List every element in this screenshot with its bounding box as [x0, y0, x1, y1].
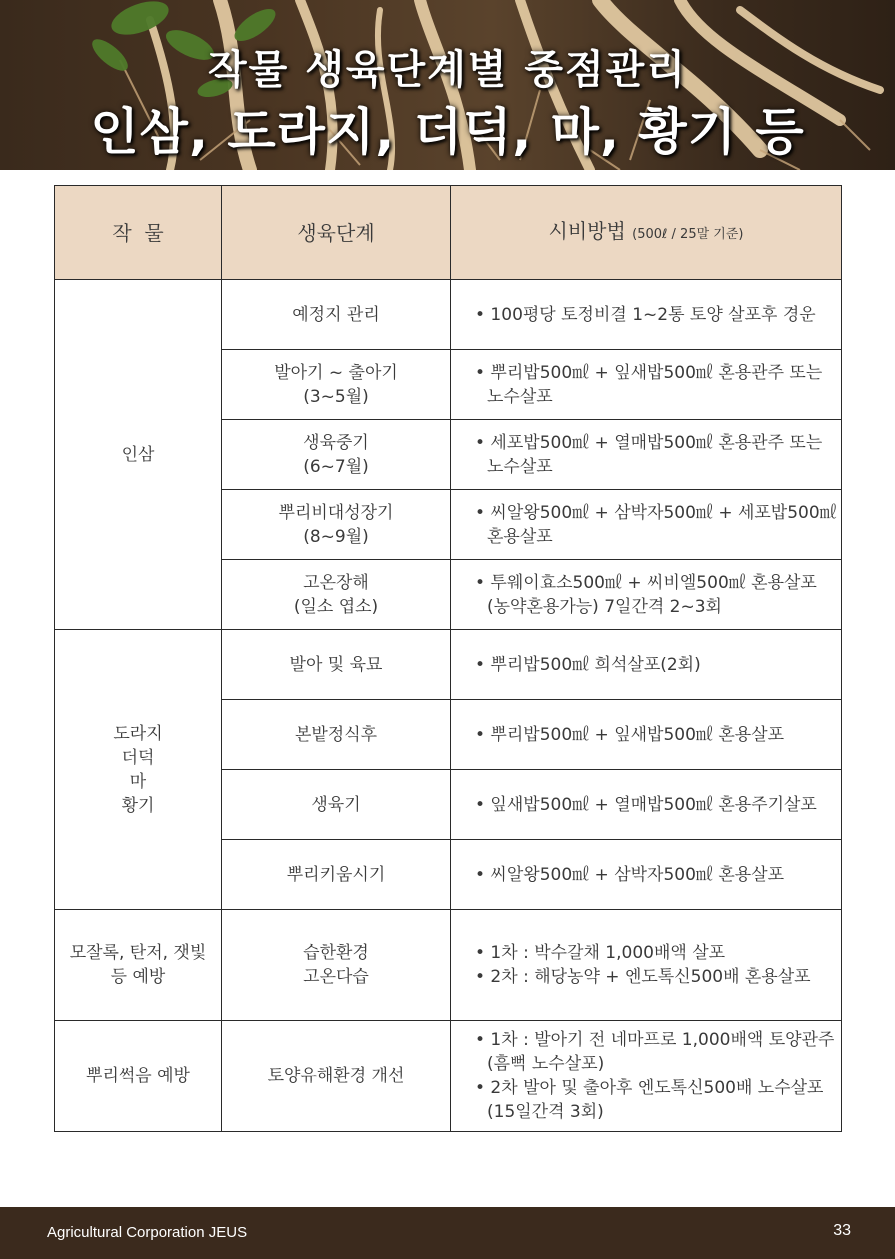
column-header-stage: 생육단계	[222, 186, 451, 280]
table-row	[55, 630, 842, 700]
stage-text: (일소 엽소)	[293, 596, 379, 617]
stage-cell	[222, 630, 451, 700]
stage-text: 생육중기	[303, 432, 369, 453]
column-header-crop: 작 물	[55, 186, 222, 280]
method-text: • 뿌리밥500㎖ 희석살포(2회)	[475, 654, 701, 675]
method-text: • 100평당 토정비결 1~2통 토양 살포후 경운	[475, 304, 816, 325]
stage-text: 본밭정식후	[294, 724, 378, 745]
stage-cell	[222, 280, 451, 350]
stage-text: 발아기 ~ 출아기	[274, 362, 398, 383]
stage-text: 생육기	[311, 794, 361, 815]
stage-text: 발아 및 육묘	[289, 654, 383, 675]
method-cell	[451, 490, 842, 560]
stage-text: 뿌리비대성장기	[278, 502, 394, 523]
stage-text: 뿌리키움시기	[286, 864, 386, 885]
method-text: • 씨알왕500㎖ + 삼박자500㎖ 혼용살포	[475, 864, 785, 885]
method-text: • 뿌리밥500㎖ + 잎새밥500㎖ 혼용살포	[475, 724, 785, 745]
stage-cell	[222, 910, 451, 1021]
crop-cell: 인삼	[55, 280, 222, 630]
stage-text: 고온다습	[303, 967, 369, 987]
stage-text: 예정지 관리	[292, 304, 380, 325]
page-number: 33	[833, 1222, 851, 1239]
method-cell	[451, 700, 842, 770]
stage-cell	[222, 840, 451, 910]
method-cell	[451, 630, 842, 700]
method-text: • 투웨이효소500㎖ + 씨비엘500㎖ 혼용살포 (농약혼용가능) 7일간격 2~3회	[475, 572, 817, 617]
method-text: • 뿌리밥500㎖ + 잎새밥500㎖ 혼용관주 또는 노수살포	[475, 362, 823, 407]
crop-cell: 모잘록, 탄저, 잿빛 등 예방	[55, 910, 222, 1021]
stage-cell	[222, 1021, 451, 1132]
method-text: • 2차 : 해당농약 + 엔도톡신500배 혼용살포	[475, 967, 811, 987]
stage-text: (3~5월)	[303, 386, 369, 407]
stage-cell	[222, 560, 451, 630]
stage-cell	[222, 350, 451, 420]
header-banner	[0, 0, 895, 170]
method-cell	[451, 840, 842, 910]
stage-text: 습한환경	[303, 943, 369, 963]
method-text: • 잎새밥500㎖ + 열매밥500㎖ 혼용주기살포	[475, 794, 817, 815]
method-cell	[451, 910, 842, 1021]
page-footer	[0, 1207, 895, 1259]
company-name: Agricultural Corporation JEUS	[47, 1224, 248, 1241]
table-row	[55, 280, 842, 350]
stage-text: 토양유해환경 개선	[267, 1066, 405, 1086]
method-text: • 씨알왕500㎖ + 삼박자500㎖ + 세포밥500㎖ 혼용살포	[475, 502, 837, 547]
stage-cell	[222, 770, 451, 840]
column-header-method: 시비방법 (500ℓ / 25말 기준)	[451, 186, 842, 280]
method-cell	[451, 1021, 842, 1132]
table-row	[55, 1021, 842, 1132]
banner-title-line2: 인삼, 도라지, 더덕, 마, 황기 등	[90, 103, 805, 161]
stage-text: (8~9월)	[303, 526, 369, 547]
method-text: • 세포밥500㎖ + 열매밥500㎖ 혼용관주 또는 노수살포	[475, 432, 823, 477]
method-cell	[451, 560, 842, 630]
crop-cell: 도라지 더덕 마 황기	[55, 630, 222, 910]
method-text: • 1차 : 발아기 전 네마프로 1,000배액 토양관주 (흠뻑 노수살포)	[475, 1030, 835, 1074]
method-cell	[451, 770, 842, 840]
fertilization-table	[54, 185, 842, 1132]
method-cell	[451, 280, 842, 350]
stage-text: (6~7월)	[303, 456, 369, 477]
method-cell	[451, 420, 842, 490]
banner-title-line1: 작물 생육단계별 중점관리	[208, 47, 687, 93]
method-text: • 2차 발아 및 출아후 엔도톡신500배 노수살포 (15일간격 3회)	[475, 1078, 824, 1122]
table-header-row	[55, 186, 842, 280]
stage-text: 고온장해	[303, 572, 369, 593]
stage-cell	[222, 490, 451, 560]
crop-cell: 뿌리썩음 예방	[55, 1021, 222, 1132]
stage-cell	[222, 420, 451, 490]
table-row	[55, 910, 842, 1021]
stage-cell	[222, 700, 451, 770]
method-cell	[451, 350, 842, 420]
method-text: • 1차 : 박수갈채 1,000배액 살포	[475, 943, 726, 963]
